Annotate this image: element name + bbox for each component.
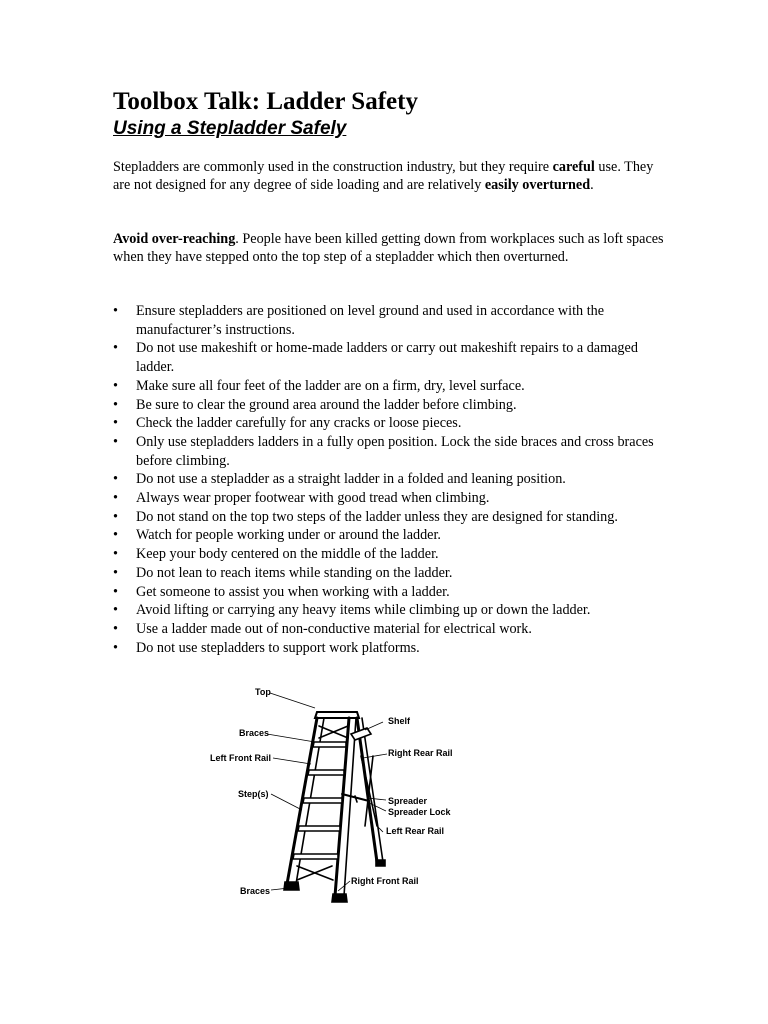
list-item: • Do not use makeshift or home-made ladders or carry out makeshift repairs to a damaged ladder. <box>113 339 673 376</box>
label-spreader: Spreader <box>388 796 428 806</box>
label-braces-upper: Braces <box>239 728 270 738</box>
intro-text-1: Stepladders are commonly used in the construction industry, but they require <box>113 159 553 175</box>
label-left-front-rail: Left Front Rail <box>210 753 271 763</box>
avoid-lead: Avoid over-reaching <box>113 231 236 247</box>
intro-text-3: . <box>590 176 594 193</box>
label-left-rear-rail: Left Rear Rail <box>386 826 445 836</box>
list-item: • Make sure all four feet of the ladder are on a firm, dry, level surface. <box>113 377 673 396</box>
list-item: • Only use stepladders ladders in a fully open position. Lock the side braces and cross braces before climbing. <box>113 433 673 470</box>
list-item: • Avoid lifting or carrying any heavy items while climbing up or down the ladder. <box>113 601 673 620</box>
list-item: • Do not use stepladders to support work platforms. <box>113 639 673 658</box>
list-item: • Ensure stepladders are positioned on level ground and used in accordance with the manufacturer’s instructions. <box>113 302 673 339</box>
intro-bold-overturned: easily overturned <box>484 176 591 193</box>
list-item: • Do not stand on the top two steps of the ladder unless they are designed for standing. <box>113 508 673 527</box>
page-title: Toolbox Talk: Ladder Safety <box>113 88 418 115</box>
list-item: • Do not lean to reach items while standing on the ladder. <box>113 564 673 583</box>
ladder-drawing <box>284 712 385 902</box>
avoid-paragraph <box>113 231 673 266</box>
list-item: • Always wear proper footwear with good tread when climbing. <box>113 489 673 508</box>
page-subtitle: Using a Stepladder Safely <box>113 118 347 139</box>
list-item: • Get someone to assist you when working with a ladder. <box>113 583 673 602</box>
list-item: • Use a ladder made out of non-conductive material for electrical work. <box>113 620 673 639</box>
label-steps: Step(s) <box>238 789 269 799</box>
label-shelf: Shelf <box>388 716 411 726</box>
label-spreader-lock: Spreader Lock <box>388 807 451 817</box>
intro-paragraph <box>113 159 673 194</box>
stepladder-illustration <box>205 676 465 912</box>
list-item: • Check the ladder carefully for any cracks or loose pieces. <box>113 414 673 433</box>
intro-bold-careful: careful <box>552 159 595 175</box>
label-braces-lower: Braces <box>240 886 271 896</box>
label-right-rear-rail: Right Rear Rail <box>388 748 453 758</box>
safety-bullet-list <box>113 302 673 657</box>
label-right-front-rail: Right Front Rail <box>351 876 419 886</box>
avoid-text: . People have been killed getting down from workplaces such as loft spaces when they have stepped onto the top step of a stepladder which then overturned. <box>113 231 664 265</box>
stepladder-diagram <box>205 676 465 912</box>
list-item: • Watch for people working under or around the ladder. <box>113 526 673 545</box>
intro-text-2: use. They are not designed for any degree of side loading and are relatively <box>113 159 654 193</box>
list-item: • Do not use a stepladder as a straight ladder in a folded and leaning position. <box>113 470 673 489</box>
label-top: Top <box>255 687 271 697</box>
list-item: • Be sure to clear the ground area around the ladder before climbing. <box>113 396 673 415</box>
list-item: • Keep your body centered on the middle of the ladder. <box>113 545 673 564</box>
